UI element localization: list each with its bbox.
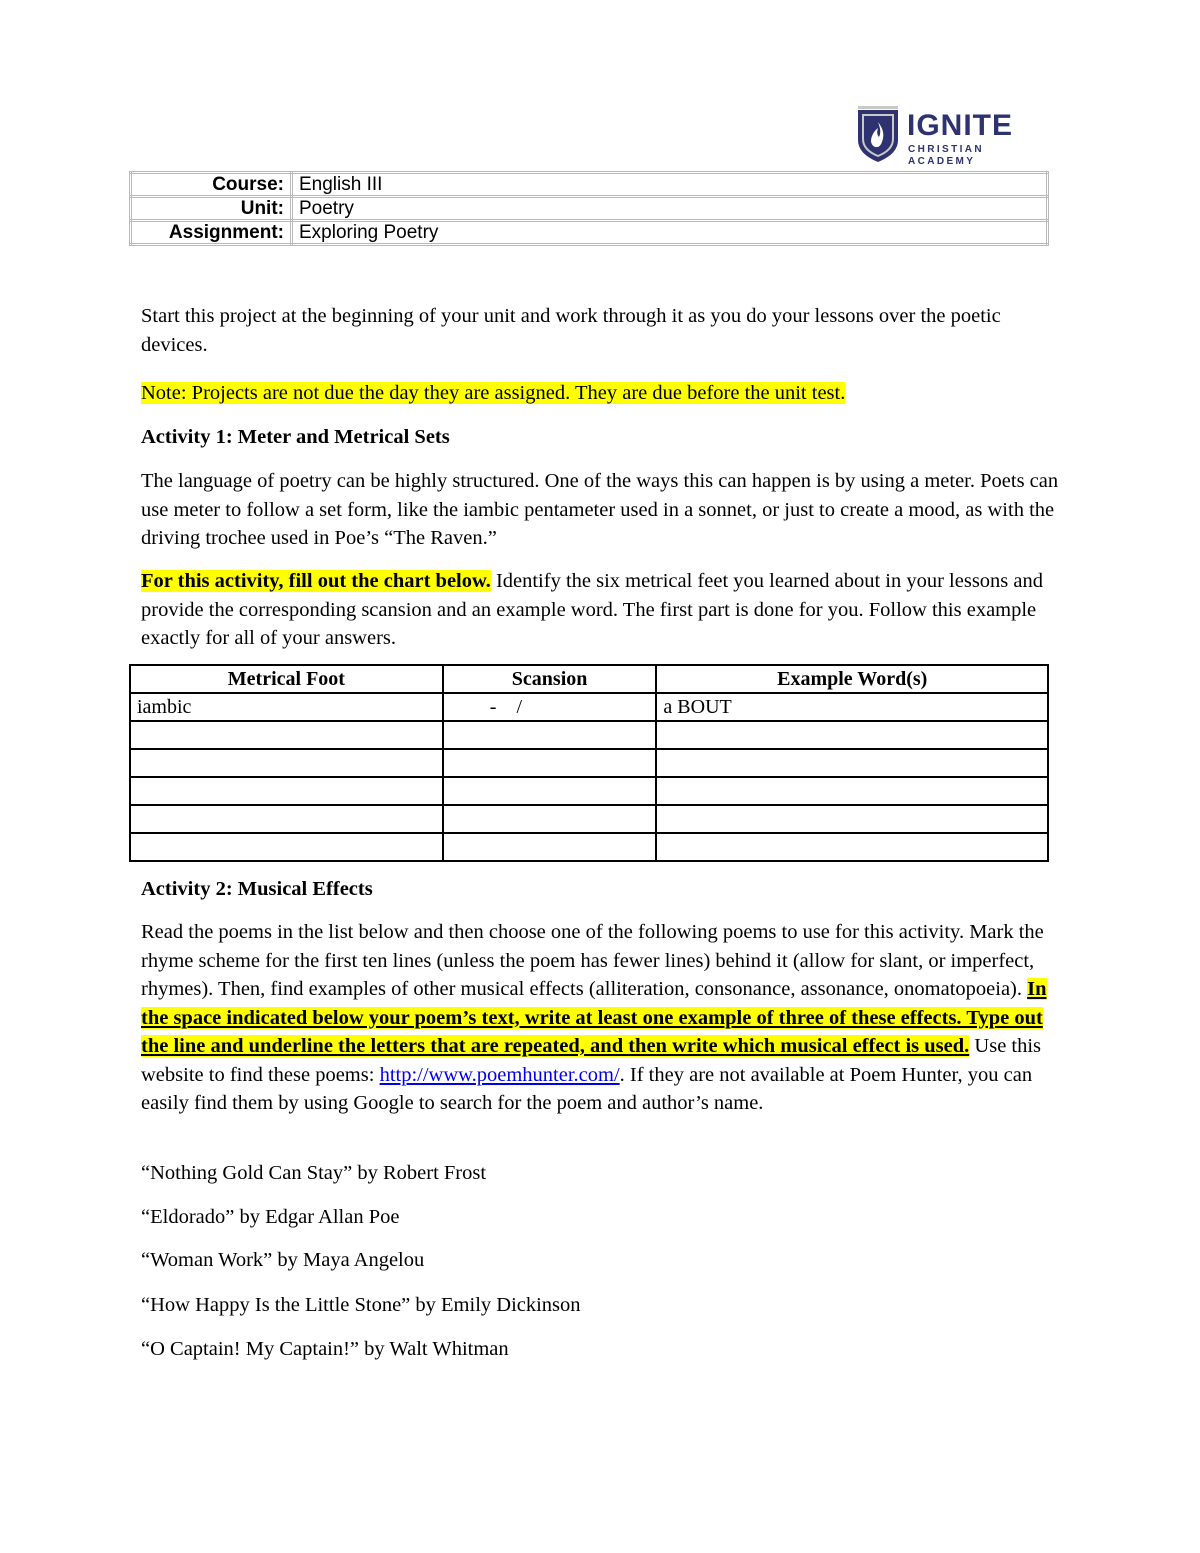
table-cell[interactable]: [656, 805, 1048, 833]
table-row: [130, 693, 1048, 721]
table-cell[interactable]: [130, 721, 443, 749]
column-header: Example Word(s): [656, 665, 1048, 693]
poem-item: “Woman Work” by Maya Angelou: [141, 1249, 425, 1271]
table-cell[interactable]: [443, 777, 657, 805]
intro-paragraph: Start this project at the beginning of your unit and work through it as you do your lessons over the poetic devices.: [141, 305, 1001, 356]
table-header-row: [130, 665, 1048, 693]
table-cell[interactable]: [130, 805, 443, 833]
table-cell[interactable]: [443, 805, 657, 833]
instruction-text: Identify the six metrical feet you learned about in your lessons and provide the corresponding scansion and an example word. The first part is done for you. Follow this example exactly for all of your answers.: [141, 570, 1044, 649]
table-cell[interactable]: [656, 777, 1048, 805]
note-text: Note: Projects are not due the day they are assigned. They are due before the unit test.: [141, 382, 846, 404]
logo-subtitle: CHRISTIAN ACADEMY: [908, 144, 985, 167]
activity2-highlight: In the space indicated below your poem’s text, write at least one example of three of these effects. Type out the line and underline the letters that are repeated, and then write which musical effect is used.: [141, 978, 1047, 1057]
course-label: Course:: [131, 173, 292, 197]
poem-item: “O Captain! My Captain!” by Walt Whitman: [141, 1338, 509, 1360]
table-cell[interactable]: - /: [443, 693, 657, 721]
table-cell[interactable]: a BOUT: [656, 693, 1048, 721]
poemhunter-link[interactable]: http://www.poemhunter.com/: [379, 1063, 620, 1086]
course-info-table: [129, 171, 1049, 246]
table-row: [130, 749, 1048, 777]
column-header: Scansion: [443, 665, 657, 693]
table-cell[interactable]: [656, 721, 1048, 749]
poem-item: “Nothing Gold Can Stay” by Robert Frost: [141, 1162, 487, 1184]
column-header: Metrical Foot: [130, 665, 443, 693]
activity1-paragraph: The language of poetry can be highly structured. One of the ways this can happen is by using a meter. Poets can use meter to follow a set form, like the iambic pentameter used in a sonnet, or just to create a mood, as with the driving trochee used in Poe’s “The Raven.”: [141, 470, 1059, 549]
activity1-instructions: [141, 567, 1071, 653]
table-row: [131, 197, 1048, 221]
table-cell[interactable]: [443, 721, 657, 749]
table-cell[interactable]: [443, 749, 657, 777]
table-row: [130, 805, 1048, 833]
school-logo: [855, 106, 1055, 166]
table-cell[interactable]: [130, 833, 443, 861]
metrical-feet-table: [129, 664, 1049, 862]
activity1-heading: Activity 1: Meter and Metrical Sets: [141, 426, 450, 448]
table-cell[interactable]: iambic: [130, 693, 443, 721]
table-row: [131, 173, 1048, 197]
assignment-label: Assignment:: [131, 221, 292, 245]
table-cell[interactable]: [130, 777, 443, 805]
logo-name: IGNITE: [907, 109, 1014, 142]
activity2-paragraph: [141, 918, 1071, 1118]
activity2-text-start: Read the poems in the list below and then choose one of the following poems to use for this activity. Mark the rhyme scheme for the first ten lines (unless the poem has fewer lines) behind it (allow for slant, or imperfect, rhymes). Then, find examples of other musical effects (alliteration, consonance, assonance, onomatopoeia).: [141, 921, 1044, 1000]
shield-flame-icon: [855, 106, 901, 164]
table-row: [130, 833, 1048, 861]
assignment-value: Exploring Poetry: [292, 221, 1048, 245]
unit-value: Poetry: [292, 197, 1048, 221]
activity2-text-end: . If they are not available at Poem Hunter, you can easily find them by using Google to search for the poem and author’s name.: [141, 1063, 1033, 1114]
activity2-text-mid: Use this website to find these poems:: [141, 1035, 1042, 1086]
table-row: [130, 721, 1048, 749]
table-cell[interactable]: [656, 833, 1048, 861]
table-row: [131, 221, 1048, 245]
table-cell[interactable]: [656, 749, 1048, 777]
table-cell[interactable]: [130, 749, 443, 777]
unit-label: Unit:: [131, 197, 292, 221]
table-cell[interactable]: [443, 833, 657, 861]
course-value: English III: [292, 173, 1048, 197]
table-row: [130, 777, 1048, 805]
note-paragraph: [141, 379, 1071, 408]
instruction-highlight: For this activity, fill out the chart below.: [141, 570, 491, 592]
activity2-heading: Activity 2: Musical Effects: [141, 878, 373, 900]
poem-item: “Eldorado” by Edgar Allan Poe: [141, 1206, 400, 1228]
poem-item: “How Happy Is the Little Stone” by Emily Dickinson: [141, 1294, 581, 1316]
